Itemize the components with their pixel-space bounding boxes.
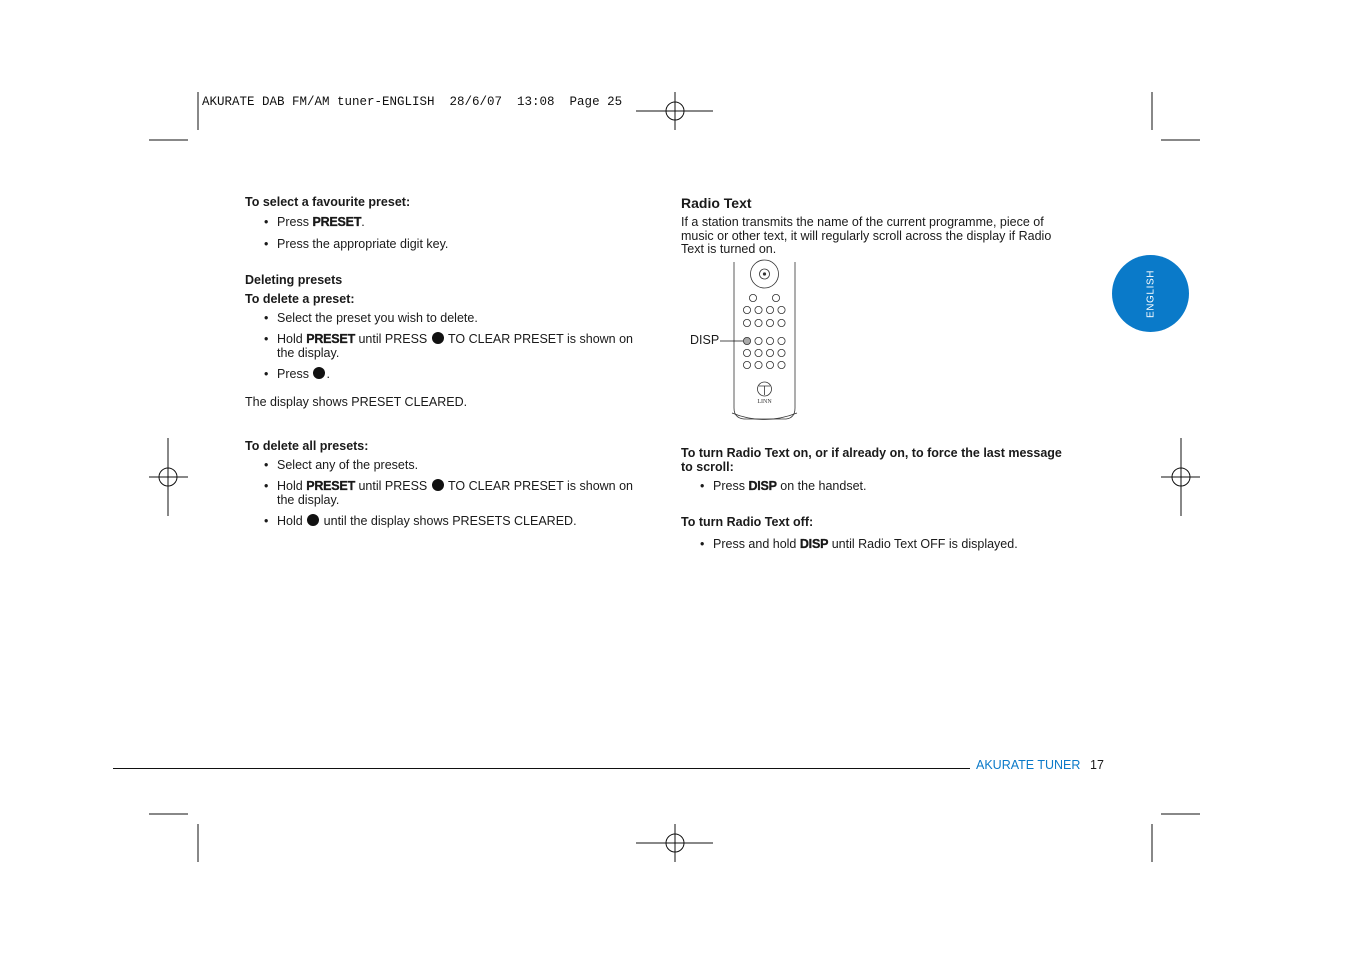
preset-key: PRESET: [306, 332, 355, 346]
list-item: • Press PRESET.: [264, 215, 365, 229]
delete-all-heading: To delete all presets:: [245, 439, 369, 453]
deleting-presets-heading: Deleting presets: [245, 273, 343, 287]
preset-key: PRESET: [312, 215, 362, 229]
delete-button-icon: [432, 332, 444, 344]
disp-key: DISP: [748, 479, 777, 493]
select-preset-heading: To select a favourite preset:: [245, 195, 411, 209]
footer-rule: [113, 768, 970, 769]
list-item: • Hold PRESET until PRESS TO CLEAR PRESET is shown on the display.: [264, 332, 634, 360]
print-slug: AKURATE DAB FM/AM tuner-ENGLISH 28/6/07 13:08 Page 25: [202, 95, 623, 109]
disp-callout-label: DISP: [690, 333, 720, 347]
radio-text-title: Radio Text: [681, 195, 752, 211]
delete-button-icon: [313, 367, 325, 379]
footer-label: AKURATE TUNER: [976, 758, 1081, 772]
turn-off-heading: To turn Radio Text off:: [681, 515, 814, 529]
disp-key: DISP: [799, 537, 829, 551]
preset-cleared-text: The display shows PRESET CLEARED.: [245, 395, 468, 409]
list-item: • Press and hold DISP until Radio Text OFF is displayed.: [700, 537, 1018, 551]
list-item: • Select the preset you wish to delete.: [264, 311, 478, 325]
list-item: • Select any of the presets.: [264, 458, 419, 472]
list-item: • Press the appropriate digit key.: [264, 237, 449, 251]
list-item: • Hold until the display shows PRESETS CLEARED.: [264, 514, 577, 528]
delete-button-icon: [432, 479, 444, 491]
page-number: 17: [1090, 758, 1104, 772]
radio-text-intro: If a station transmits the name of the current programme, piece of music or other text, it will regularly scroll across the display if Radio Text is turned on.: [681, 215, 1052, 256]
remote-control-illustration: [718, 258, 802, 426]
list-item: • Press DISP on the handset.: [700, 479, 867, 493]
delete-button-icon: [307, 514, 319, 526]
list-item: • Hold PRESET until PRESS TO CLEAR PRESET is shown on the display.: [264, 479, 634, 507]
language-tab: [1112, 255, 1189, 332]
language-tab-label: ENGLISH: [1145, 269, 1156, 318]
list-item: • Press .: [264, 367, 330, 381]
delete-preset-subheading: To delete a preset:: [245, 292, 355, 306]
remote-brand: LINN: [757, 399, 772, 405]
turn-on-heading: To turn Radio Text on, or if already on, to force the last message to scroll:: [681, 446, 1062, 474]
preset-key: PRESET: [306, 479, 355, 493]
